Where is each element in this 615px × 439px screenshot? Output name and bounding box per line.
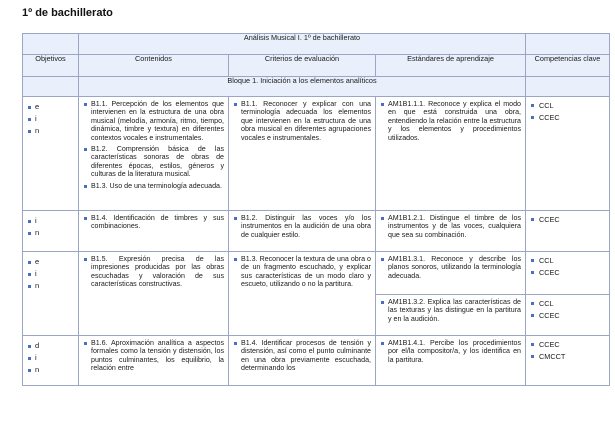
criterio-item: B1.4. Identificar procesos de tensión y distensión, así como el punto culminante en una obra previamente escuchada, determinando los: [233, 339, 371, 373]
objetivos-cell: [23, 336, 79, 386]
contenido-item: B1.4. Identificación de timbres y sus combinaciones.: [83, 214, 224, 231]
competencia-item: CCEC: [530, 112, 609, 124]
contenidos-cell: [79, 97, 229, 211]
competencias-cell: [526, 97, 610, 211]
objetivo-item: n: [27, 280, 78, 292]
estandar-cell: [376, 336, 526, 386]
estandar-item: AM1B1.2.1. Distingue el timbre de los instrumentos y de las voces, cualquiera que sea su combinación.: [380, 214, 521, 239]
competencia-item: CCEC: [530, 339, 609, 351]
table-column-header-row: [23, 55, 610, 77]
header-blank-cell: [526, 34, 610, 55]
criterio-cell: [229, 252, 376, 336]
objetivo-item: n: [27, 364, 78, 376]
criterio-item: B1.3. Reconocer la textura de una obra o de un fragmento escuchado, y explicar sus características de un modo claro y escueto, utilizando o no la partitura.: [233, 255, 371, 289]
bloque-blank-cell: [526, 77, 610, 97]
curriculum-table: [22, 33, 610, 386]
header-blank-cell: [23, 34, 79, 55]
competencias-cell: [526, 211, 610, 252]
col-header-estandares: Estándares de aprendizaje: [376, 55, 526, 77]
objetivo-item: i: [27, 268, 78, 280]
estandar-item: AM1B1.3.2. Explica las características de las texturas y las distingue en la partitura y en la audición.: [380, 298, 521, 323]
criterio-cell: [229, 97, 376, 211]
estandar-cell: [376, 211, 526, 252]
objetivos-cell: [23, 97, 79, 211]
contenido-item: B1.3. Uso de una terminología adecuada.: [83, 182, 224, 190]
objetivo-item: e: [27, 101, 78, 113]
col-header-criterios: Criterios de evaluación: [229, 55, 376, 77]
criterio-cell: [229, 211, 376, 252]
col-header-contenidos: Contenidos: [79, 55, 229, 77]
table-row: [23, 97, 610, 211]
objetivo-item: d: [27, 340, 78, 352]
competencia-item: CCL: [530, 255, 609, 267]
objetivo-item: i: [27, 113, 78, 125]
bloque-title: Bloque 1. Iniciación a los elementos analíticos: [79, 77, 526, 97]
bloque-blank-cell: [23, 77, 79, 97]
competencias-cell: [526, 252, 610, 336]
estandar-cell: [376, 252, 526, 336]
contenido-item: B1.1. Percepción de los elementos que intervienen en la estructura de una obra musical (melodía, armonía, ritmo, tiempo, dinámica, timbre y textura) en diferentes contextos vocales e instrumentales.: [83, 100, 224, 142]
competencia-item: CCL: [530, 298, 609, 310]
competencia-item: CMCCT: [530, 351, 609, 363]
contenidos-cell: [79, 211, 229, 252]
criterio-item: B1.1. Reconocer y explicar con una terminología adecuada los elementos que intervienen en la estructura de una obra musical en diferentes agrupaciones vocales e instrumentales.: [233, 100, 371, 142]
estandar-cell: [376, 97, 526, 211]
bloque-row: [23, 77, 610, 97]
table-row: [23, 211, 610, 252]
table-subject-header-row: [23, 34, 610, 55]
contenidos-cell: [79, 336, 229, 386]
competencia-item: CCEC: [530, 267, 609, 279]
competencia-item: CCEC: [530, 214, 609, 226]
table-row: [23, 336, 610, 386]
estandar-item: AM1B1.4.1. Percibe los procedimientos por el/la compositor/a, y los identifica en la partitura.: [380, 339, 521, 364]
page-title: 1º de bachillerato: [22, 7, 113, 19]
objetivo-item: e: [27, 256, 78, 268]
col-header-objetivos: Objetivos: [23, 55, 79, 77]
criterio-item: B1.2. Distinguir las voces y/o los instrumentos en la audición de una obra de cualquier estilo.: [233, 214, 371, 239]
objetivo-item: i: [27, 352, 78, 364]
table-row: [23, 252, 610, 336]
contenido-item: B1.6. Aproximación analítica a aspectos formales como la tensión y distensión, los puntos culminantes, los equilibrio, la relación entre: [83, 339, 224, 373]
contenidos-cell: [79, 252, 229, 336]
competencia-item: CCL: [530, 100, 609, 112]
competencias-cell: [526, 336, 610, 386]
col-header-competencias: Competencias clave: [526, 55, 610, 77]
objetivos-cell: [23, 252, 79, 336]
estandar-item: AM1B1.1.1. Reconoce y explica el modo en que está construida una obra, entendiendo la relación entre la estructura y los elementos y procedimientos utilizados.: [380, 100, 521, 142]
subject-header: Análisis Musical I. 1º de bachillerato: [79, 34, 526, 55]
contenido-item: B1.2. Comprensión básica de las características sonoras de obras de diferentes épocas, estilos, géneros y culturas de la literatura musical.: [83, 145, 224, 179]
objetivo-item: n: [27, 125, 78, 137]
contenido-item: B1.5. Expresión precisa de las impresiones producidas por las obras escuchadas y valoración de sus características constructivas.: [83, 255, 224, 289]
criterio-cell: [229, 336, 376, 386]
competencia-item: CCEC: [530, 310, 609, 322]
estandar-item: AM1B1.3.1. Reconoce y describe los planos sonoros, utilizando la terminología adecuada.: [380, 255, 521, 280]
objetivos-cell: [23, 211, 79, 252]
objetivo-item: i: [27, 215, 78, 227]
objetivo-item: n: [27, 227, 78, 239]
